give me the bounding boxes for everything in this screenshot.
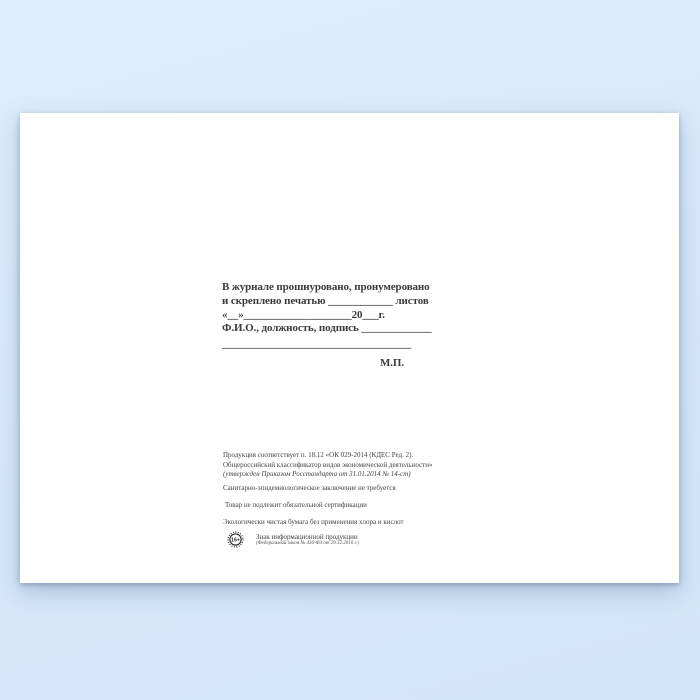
age-mark-title: Знак информационной продукции [256, 532, 358, 541]
okved-line-1: Продукция соответствует п. 18.12 «ОК 029-2014 (КДЕС Ред. 2). [223, 451, 414, 459]
okved-line-2: Общероссийский классификатор видов экономической деятельности» [223, 460, 433, 469]
name-position-signature-line: Ф.И.О., должность, подпись _____________ [222, 322, 432, 335]
binding-line-1: В журнале прошнуровано, пронумеровано [222, 281, 430, 293]
date-line: «__»____________________20___г. [222, 308, 385, 321]
binding-certification-block [222, 281, 432, 371]
age-16-plus-icon [227, 531, 244, 548]
eco-paper-note: Экологически чистая бумага без применения хлора и кислот [223, 518, 404, 527]
okved-line-3: (утвержден Приказом Росстандарта от 31.01.2014 № 14-ст) [223, 470, 411, 479]
binding-line-2: и скреплено печатью ____________ листов [222, 294, 429, 307]
stamp-place-label: М.П. [379, 356, 404, 369]
certification-note: Товар не подлежит обязательной сертификации [225, 501, 367, 510]
okved-paragraph [223, 451, 433, 480]
journal-back-page [20, 113, 679, 583]
signature-underline: ___________________________________ [222, 338, 412, 351]
age-mark-law-reference: (Федеральный закон № 436-ФЗ от 29.12.2010 г.) [256, 541, 360, 547]
compliance-block [223, 451, 433, 548]
age-rating-row [223, 531, 433, 548]
age-mark-text [256, 531, 359, 548]
sanitary-note: Санитарно-эпидемиологическое заключение не требуется [223, 484, 396, 493]
badge-age-text: 16+ [231, 537, 240, 544]
